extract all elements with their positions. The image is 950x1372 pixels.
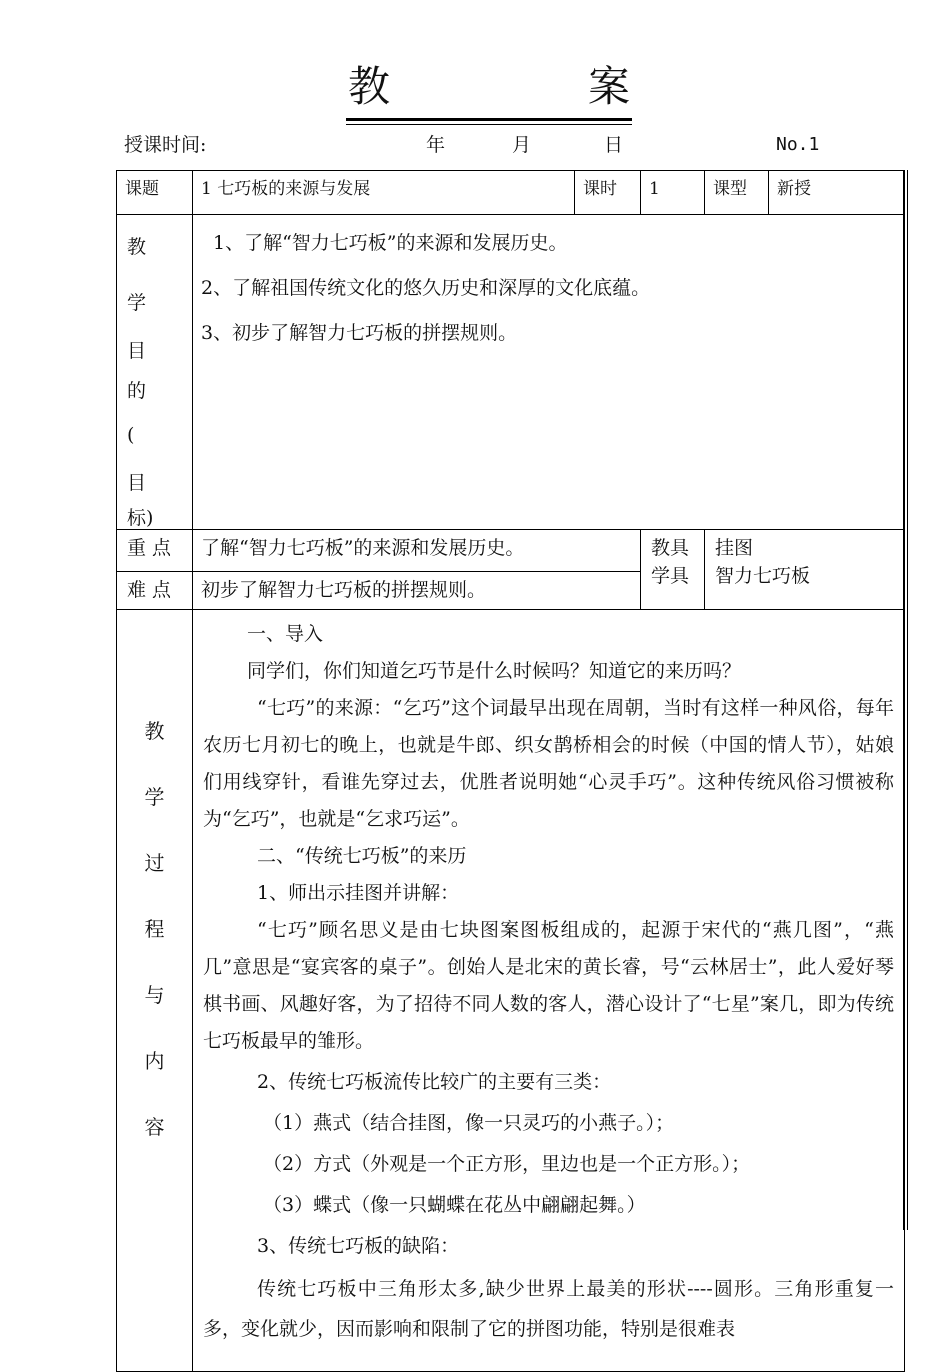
goals-content bbox=[193, 215, 905, 530]
process-paragraph: 同学们，你们知道乞巧节是什么时候吗？知道它的来历吗？ bbox=[247, 660, 742, 682]
process-paragraph: “七巧”的来源：“乞巧”这个词最早出现在周朝，当时有这样一种风俗，每年农历七月初七的晚上，也就是牛郎、织女鹊桥相会的时候（中国的情人节），姑娘们用线穿针，看谁先穿过去，优胜者说明她“心灵手巧”。这种传统风俗习惯被称为“乞巧”，也就是“乞求巧运”。 bbox=[203, 697, 895, 830]
topic-label: 课题 bbox=[117, 171, 193, 215]
title-underline-thin bbox=[346, 124, 632, 125]
goals-label-line: ( 目 bbox=[127, 424, 165, 494]
process-paragraph: 1、师出示挂图并讲解： bbox=[257, 882, 460, 904]
process-row bbox=[117, 610, 905, 1372]
process-paragraph: 3、传统七巧板的缺陷： bbox=[257, 1235, 460, 1257]
tools-label-line: 学具 bbox=[651, 565, 690, 587]
process-content bbox=[193, 610, 905, 1372]
goals-label-line: 标) bbox=[127, 507, 154, 529]
topic-value: 1 七巧板的来源与发展 bbox=[193, 171, 575, 215]
process-paragraph: 2、传统七巧板流传比较广的主要有三类： bbox=[257, 1071, 612, 1093]
difficult-label: 难 点 bbox=[117, 572, 193, 610]
process-paragraph: “七巧”顾名思义是由七块图案图板组成的，起源于宋代的“燕几图”，“燕几”意思是“宴宾客的桌子”。创始人是北宋的黄长睿，号“云林居士”，此人爱好琴棋书画、风趣好客，为了招待不同人数的客人，潜心设计了“七星”案几，即为传统七巧板最早的雏形。 bbox=[203, 919, 895, 1052]
tool-item: 挂图 bbox=[715, 537, 754, 559]
year-label: 年 bbox=[426, 134, 446, 156]
title-char-left: 教 bbox=[348, 62, 391, 111]
goals-row bbox=[117, 215, 905, 530]
tools-label bbox=[641, 530, 705, 610]
process-label bbox=[117, 610, 193, 1372]
lesson-plan-table bbox=[116, 170, 905, 1372]
process-label-char: 容 bbox=[144, 1115, 165, 1139]
goals-label-line: 目 的 bbox=[127, 340, 165, 402]
type-value: 新授 bbox=[769, 171, 905, 215]
process-paragraph: 一、导入 bbox=[247, 623, 324, 645]
goal-item: 2、了解祖国传统文化的悠久历史和深厚的文化底蕴。 bbox=[201, 277, 651, 299]
goal-item: 3、初步了解智力七巧板的拼摆规则。 bbox=[201, 322, 518, 344]
date-label: 授课时间: bbox=[124, 134, 207, 156]
process-label-char: 过 bbox=[144, 851, 165, 875]
process-label-char: 内 bbox=[144, 1049, 165, 1073]
hours-value: 1 bbox=[641, 171, 705, 215]
difficult-value: 初步了解智力七巧板的拼摆规则。 bbox=[193, 572, 641, 610]
tools-label-line: 教具 bbox=[651, 537, 690, 559]
key-value: 了解“智力七巧板”的来源和发展历史。 bbox=[193, 530, 641, 572]
key-label: 重 点 bbox=[117, 530, 193, 572]
hours-label: 课时 bbox=[575, 171, 641, 215]
process-paragraph: 传统七巧板中三角形太多,缺少世界上最美的形状----圆形。三角形重复一多，变化就少，因而影响和限制了它的拼图功能，特别是很难表 bbox=[203, 1278, 895, 1340]
goals-label bbox=[117, 215, 193, 530]
process-paragraph: （3）蝶式（像一只蝴蝶在花丛中翩翩起舞。） bbox=[263, 1194, 646, 1216]
title-char-right: 案 bbox=[588, 62, 631, 111]
goal-item: 1、了解“智力七巧板”的来源和发展历史。 bbox=[213, 232, 568, 254]
day-label: 日 bbox=[604, 134, 624, 156]
tool-item: 智力七巧板 bbox=[715, 565, 811, 587]
title-underline-thick bbox=[346, 118, 632, 121]
process-label-char: 学 bbox=[144, 785, 165, 809]
process-label-char: 与 bbox=[144, 983, 165, 1007]
document-title bbox=[0, 62, 950, 112]
goals-label-line: 教 学 bbox=[127, 236, 165, 314]
process-paragraph: 二、“传统七巧板”的来历 bbox=[257, 845, 467, 867]
process-paragraph: （1）燕式（结合挂图，像一只灵巧的小燕子。）； bbox=[263, 1112, 675, 1134]
month-label: 月 bbox=[512, 134, 532, 156]
type-label: 课型 bbox=[705, 171, 769, 215]
key-row bbox=[117, 530, 905, 572]
tools-value bbox=[705, 530, 905, 610]
process-paragraph: （2）方式（外观是一个正方形，里边也是一个正方形。）； bbox=[263, 1153, 751, 1175]
topic-row bbox=[117, 171, 905, 215]
page-number: No.1 bbox=[776, 134, 820, 155]
process-label-char: 程 bbox=[144, 917, 165, 941]
process-label-char: 教 bbox=[144, 719, 165, 743]
